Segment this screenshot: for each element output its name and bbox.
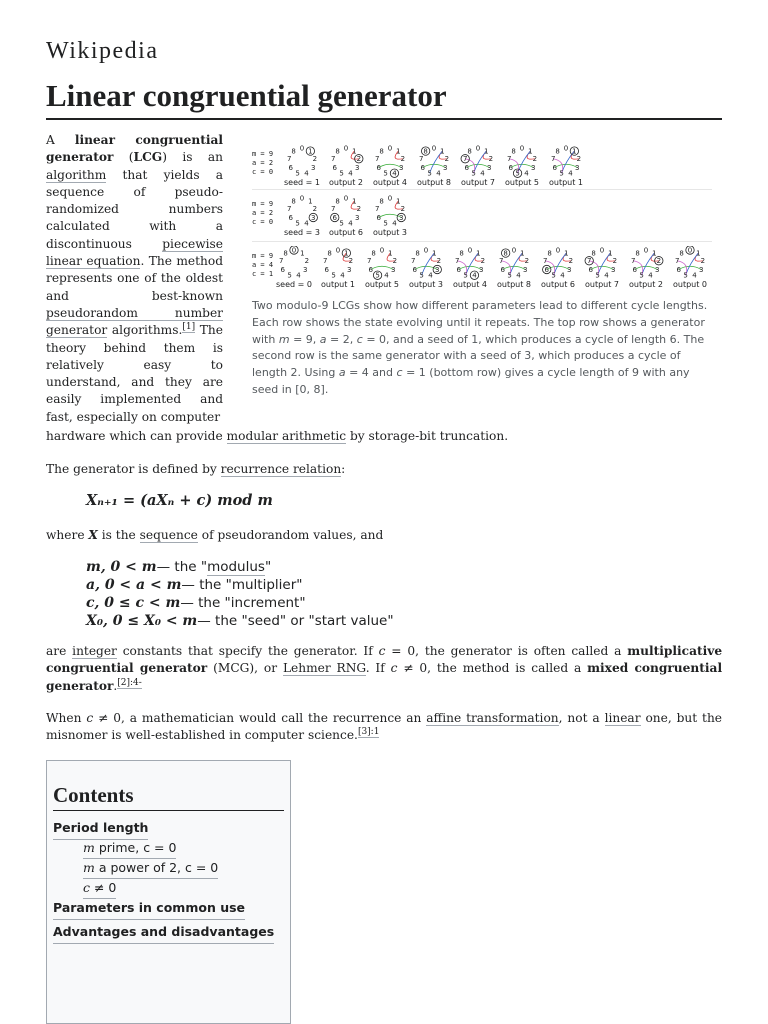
dial-number: 8 bbox=[459, 249, 464, 258]
lcg-state-cell bbox=[324, 144, 368, 187]
dial-number: 1 bbox=[572, 147, 577, 156]
dial-number: 3 bbox=[311, 214, 316, 222]
dial-number: 4 bbox=[392, 169, 397, 178]
lcg-state-cell bbox=[544, 144, 588, 187]
dial-number: 1 bbox=[528, 147, 533, 156]
state-label: output 2 bbox=[328, 178, 364, 187]
modular-dial bbox=[282, 144, 322, 178]
dial-number: 2 bbox=[356, 155, 362, 164]
state-label: output 6 bbox=[328, 228, 364, 237]
state-label: output 1 bbox=[548, 178, 584, 187]
link-recurrence-relation[interactable]: recurrence relation bbox=[220, 462, 342, 476]
dial-number: 0 bbox=[431, 144, 437, 153]
dial-number: 1 bbox=[440, 147, 445, 156]
lcg-state-cell bbox=[448, 246, 492, 289]
dial-number: 8 bbox=[511, 147, 516, 156]
row1-params: m = 9 a = 2 c = 0 bbox=[252, 150, 274, 176]
dial-number: 1 bbox=[352, 147, 357, 156]
dial-number: 5 bbox=[683, 271, 688, 280]
dial-number: 2 bbox=[348, 257, 354, 266]
dial-number: 8 bbox=[283, 249, 288, 258]
dial-number: 0 bbox=[343, 194, 349, 203]
dial-number: 8 bbox=[591, 249, 596, 258]
state-label: output 8 bbox=[416, 178, 452, 187]
dial-number: 2 bbox=[400, 155, 406, 164]
lcg-state-cell bbox=[316, 246, 360, 289]
transition-arrow bbox=[379, 164, 402, 167]
dial-number: 5 bbox=[339, 169, 344, 178]
row2-params: m = 9 a = 2 c = 0 bbox=[252, 200, 274, 226]
dial-number: 2 bbox=[400, 205, 406, 214]
dial-number: 7 bbox=[366, 257, 372, 266]
dial-number: 3 bbox=[399, 164, 404, 172]
dial-number: 3 bbox=[531, 164, 536, 172]
state-label: output 4 bbox=[372, 178, 408, 187]
lcg-state-cell bbox=[412, 144, 456, 187]
dial-number: 2 bbox=[612, 257, 618, 266]
dial-number: 1 bbox=[308, 147, 313, 156]
modular-dial bbox=[502, 144, 542, 178]
dial-number: 4 bbox=[436, 169, 441, 178]
dial-number: 6 bbox=[508, 164, 513, 172]
lcg-state-cell bbox=[324, 194, 368, 237]
dial-number: 4 bbox=[648, 271, 653, 280]
transition-arrow bbox=[467, 164, 490, 167]
dial-number: 5 bbox=[383, 219, 388, 228]
modular-dial bbox=[274, 246, 314, 280]
state-label: output 2 bbox=[628, 280, 664, 289]
lcg-state-cell bbox=[536, 246, 580, 289]
dial-number: 2 bbox=[576, 155, 582, 164]
definition-multiplier: a, 0 < a < m— the "multiplier" bbox=[86, 577, 303, 593]
citation-1[interactable]: [1] bbox=[182, 322, 196, 333]
modular-dial bbox=[370, 144, 410, 178]
dial-number: 6 bbox=[552, 164, 557, 172]
dial-number: 5 bbox=[287, 271, 292, 280]
dial-number: 6 bbox=[376, 164, 381, 172]
dial-number: 8 bbox=[503, 249, 508, 258]
toc-item-m-power-of-2[interactable]: m a power of 2, c = 0 bbox=[83, 858, 218, 879]
lcg-state-cell bbox=[280, 144, 324, 187]
dial-number: 7 bbox=[410, 257, 416, 266]
link-integer[interactable]: integer bbox=[72, 644, 117, 658]
dial-number: 0 bbox=[379, 246, 385, 255]
state-label: seed = 3 bbox=[284, 228, 320, 237]
affine-paragraph: When c ≠ 0, a mathematician would call the recurrence an affine transformation, not a linear one, but the misnomer is well-established in computer science.$^{[3]:1}$ bbox=[46, 711, 723, 743]
dial-number: 3 bbox=[443, 164, 448, 172]
dial-number: 5 bbox=[295, 169, 300, 178]
dial-number: 0 bbox=[343, 144, 349, 153]
definition-paragraph: The generator is defined by recurrence relation: bbox=[46, 462, 346, 476]
dial-number: 6 bbox=[420, 164, 425, 172]
where-paragraph: where X is the sequence of pseudorandom values, and bbox=[46, 528, 384, 542]
link-modulus[interactable]: modulus bbox=[207, 559, 265, 575]
dial-number: 2 bbox=[488, 155, 494, 164]
modular-dial bbox=[326, 194, 366, 228]
dial-number: 2 bbox=[524, 257, 530, 266]
state-label: output 0 bbox=[672, 280, 708, 289]
dial-number: 6 bbox=[368, 266, 373, 274]
dial-number: 1 bbox=[652, 249, 657, 258]
transition-arrow bbox=[459, 266, 482, 269]
lcg-state-cell bbox=[580, 246, 624, 289]
toc-item-advantages[interactable]: Advantages and disadvantages bbox=[53, 921, 274, 944]
dial-number: 2 bbox=[304, 257, 310, 266]
dial-number: 8 bbox=[291, 147, 296, 156]
link-prng[interactable]: pseudorandom number generator bbox=[46, 305, 223, 338]
dial-number: 0 bbox=[643, 246, 649, 255]
dial-number: 2 bbox=[436, 257, 442, 266]
table-of-contents bbox=[46, 760, 291, 1024]
dial-number: 0 bbox=[387, 144, 393, 153]
dial-number: 2 bbox=[568, 257, 574, 266]
dial-number: 7 bbox=[286, 155, 292, 164]
dial-number: 5 bbox=[331, 271, 336, 280]
lcg-state-cell bbox=[368, 144, 412, 187]
dial-number: 4 bbox=[348, 219, 353, 228]
row3-params: m = 9 a = 4 c = 1 bbox=[252, 252, 274, 278]
dial-number: 4 bbox=[348, 169, 353, 178]
transition-arrow bbox=[679, 266, 702, 269]
dial-number: 7 bbox=[418, 155, 424, 164]
dial-number: 6 bbox=[676, 266, 681, 274]
dial-number: 7 bbox=[586, 257, 592, 266]
state-label: output 1 bbox=[320, 280, 356, 289]
dial-number: 0 bbox=[423, 246, 429, 255]
dial-number: 0 bbox=[555, 246, 561, 255]
link-sequence[interactable]: sequence bbox=[139, 528, 198, 542]
link-modular-arithmetic[interactable]: modular arithmetic bbox=[226, 429, 347, 443]
dial-number: 8 bbox=[679, 249, 684, 258]
dial-number: 4 bbox=[296, 271, 301, 280]
dial-number: 4 bbox=[524, 169, 529, 178]
dial-number: 6 bbox=[544, 266, 549, 274]
dial-number: 4 bbox=[604, 271, 609, 280]
lcg-state-cell bbox=[280, 194, 324, 237]
dial-number: 5 bbox=[595, 271, 600, 280]
state-label: output 4 bbox=[452, 280, 488, 289]
lcg-state-cell bbox=[500, 144, 544, 187]
dial-number: 3 bbox=[479, 266, 484, 274]
dial-number: 0 bbox=[599, 246, 605, 255]
dial-number: 8 bbox=[635, 249, 640, 258]
modular-dial bbox=[370, 194, 410, 228]
dial-number: 1 bbox=[388, 249, 393, 258]
dial-number: 7 bbox=[630, 257, 636, 266]
dial-number: 3 bbox=[567, 266, 572, 274]
dial-number: 7 bbox=[286, 205, 292, 214]
modular-dial bbox=[458, 144, 498, 178]
modular-dial bbox=[362, 246, 402, 280]
dial-number: 2 bbox=[312, 205, 318, 214]
dial-number: 1 bbox=[476, 249, 481, 258]
lcg-state-cell bbox=[360, 246, 404, 289]
dial-number: 4 bbox=[692, 271, 697, 280]
dial-number: 0 bbox=[467, 246, 473, 255]
dial-number: 7 bbox=[374, 155, 380, 164]
dial-number: 8 bbox=[555, 147, 560, 156]
dial-number: 6 bbox=[500, 266, 505, 274]
state-label: output 6 bbox=[540, 280, 576, 289]
modular-dial bbox=[414, 144, 454, 178]
dial-number: 6 bbox=[332, 214, 337, 222]
link-piecewise-linear[interactable]: piecewise linear equation bbox=[46, 236, 223, 269]
dial-number: 2 bbox=[480, 257, 486, 266]
dial-number: 0 bbox=[291, 246, 297, 255]
dial-number: 8 bbox=[423, 147, 428, 156]
modular-dial bbox=[318, 246, 358, 280]
dial-number: 5 bbox=[551, 271, 556, 280]
dial-number: 1 bbox=[352, 197, 357, 206]
dial-number: 5 bbox=[339, 219, 344, 228]
dial-number: 8 bbox=[415, 249, 420, 258]
dial-number: 3 bbox=[355, 214, 360, 222]
dial-number: 4 bbox=[480, 169, 485, 178]
dial-number: 6 bbox=[588, 266, 593, 274]
dial-number: 4 bbox=[392, 219, 397, 228]
dial-number: 3 bbox=[355, 164, 360, 172]
dial-number: 6 bbox=[456, 266, 461, 274]
state-label: seed = 0 bbox=[276, 280, 312, 289]
integer-paragraph: are integer constants that specify the generator. If c = 0, the generator is often called a multiplicative congruential generator (MCG), or Lehmer RNG. If c ≠ 0, the method is called a mixed congruential generator.$^{[2]:4-}$ bbox=[46, 644, 723, 693]
dial-number: 1 bbox=[432, 249, 437, 258]
figure-row-3 bbox=[252, 242, 712, 292]
state-label: output 3 bbox=[372, 228, 408, 237]
state-label: output 5 bbox=[364, 280, 400, 289]
state-label: seed = 1 bbox=[284, 178, 320, 187]
citation-3[interactable]: [3]:1 bbox=[357, 727, 380, 738]
transition-arrow bbox=[371, 266, 394, 269]
dial-number: 7 bbox=[462, 155, 468, 164]
dial-number: 0 bbox=[563, 144, 569, 153]
dial-number: 5 bbox=[375, 271, 380, 280]
modular-dial bbox=[670, 246, 710, 280]
dial-number: 8 bbox=[335, 197, 340, 206]
dial-number: 5 bbox=[295, 219, 300, 228]
transition-arrow bbox=[635, 266, 658, 269]
modular-dial bbox=[494, 246, 534, 280]
transition-arrow bbox=[591, 266, 614, 269]
link-linear[interactable]: linear bbox=[604, 711, 641, 725]
dial-number: 3 bbox=[435, 266, 440, 274]
page-title: Linear congruential generator bbox=[46, 76, 722, 120]
transition-arrow bbox=[503, 266, 526, 269]
dial-number: 3 bbox=[575, 164, 580, 172]
dial-number: 3 bbox=[523, 266, 528, 274]
state-label: output 7 bbox=[460, 178, 496, 187]
lcg-state-cell bbox=[492, 246, 536, 289]
dial-number: 6 bbox=[288, 164, 293, 172]
dial-number: 6 bbox=[632, 266, 637, 274]
modular-dial bbox=[582, 246, 622, 280]
dial-number: 5 bbox=[463, 271, 468, 280]
modular-dial bbox=[626, 246, 666, 280]
dial-number: 0 bbox=[519, 144, 525, 153]
dial-number: 7 bbox=[506, 155, 512, 164]
definition-modulus: m, 0 < m— the "modulus" bbox=[86, 559, 272, 575]
dial-number: 7 bbox=[330, 155, 336, 164]
transition-arrow bbox=[423, 164, 446, 167]
figure-row-2 bbox=[252, 190, 712, 242]
dial-number: 1 bbox=[300, 249, 305, 258]
dial-number: 3 bbox=[655, 266, 660, 274]
dial-number: 7 bbox=[330, 205, 336, 214]
dial-number: 0 bbox=[511, 246, 517, 255]
dial-number: 3 bbox=[391, 266, 396, 274]
lcg-state-cell bbox=[404, 246, 448, 289]
dial-number: 2 bbox=[356, 205, 362, 214]
figure-row-1 bbox=[252, 140, 712, 190]
dial-number: 4 bbox=[304, 219, 309, 228]
toc-title: Contents bbox=[53, 783, 284, 811]
lead-continuation: hardware which can provide modular arithmetic by storage-bit truncation. bbox=[46, 429, 509, 443]
dial-number: 6 bbox=[332, 164, 337, 172]
transition-arrow bbox=[511, 164, 534, 167]
dial-number: 2 bbox=[532, 155, 538, 164]
dial-number: 5 bbox=[559, 169, 564, 178]
dial-number: 4 bbox=[304, 169, 309, 178]
toc-item-parameters[interactable]: Parameters in common use bbox=[53, 897, 245, 920]
dial-number: 6 bbox=[412, 266, 417, 274]
dial-number: 8 bbox=[379, 147, 384, 156]
lcg-state-cell bbox=[272, 246, 316, 289]
dial-number: 1 bbox=[564, 249, 569, 258]
dial-number: 3 bbox=[303, 266, 308, 274]
dial-number: 0 bbox=[687, 246, 693, 255]
dial-number: 3 bbox=[611, 266, 616, 274]
dial-number: 6 bbox=[324, 266, 329, 274]
lcg-state-cell bbox=[456, 144, 500, 187]
dial-number: 2 bbox=[392, 257, 398, 266]
dial-number: 3 bbox=[699, 266, 704, 274]
toc-item-period-length[interactable]: Period length bbox=[53, 817, 148, 840]
dial-number: 4 bbox=[384, 271, 389, 280]
dial-number: 6 bbox=[376, 214, 381, 222]
citation-2[interactable]: [2]:4- bbox=[117, 677, 142, 688]
recurrence-formula: Xₙ₊₁ = (aXₙ + c) mod m bbox=[86, 492, 273, 509]
dial-number: 8 bbox=[467, 147, 472, 156]
modular-dial bbox=[282, 194, 322, 228]
modular-dial bbox=[326, 144, 366, 178]
dial-number: 7 bbox=[542, 257, 548, 266]
dial-number: 0 bbox=[387, 194, 393, 203]
lead-paragraph: A linear congruential generator (LCG) is an algorithm that yields a sequence of pseudo-randomized numbers calculated with a discontinuous piecewise linear equation. The method represents one of the oldest and best-known pseudorandom number generator algorithms.[1] The theory behind them is relatively easy to understand, and they are easily implemented and fast, especially on computer bbox=[46, 133, 224, 424]
dial-number: 5 bbox=[427, 169, 432, 178]
state-label: output 3 bbox=[408, 280, 444, 289]
modular-dial bbox=[546, 144, 586, 178]
dial-number: 7 bbox=[374, 205, 380, 214]
dial-number: 8 bbox=[327, 249, 332, 258]
lcg-state-cell bbox=[368, 194, 412, 237]
dial-number: 1 bbox=[396, 197, 401, 206]
modular-dial bbox=[406, 246, 446, 280]
dial-number: 2 bbox=[700, 257, 706, 266]
dial-number: 5 bbox=[383, 169, 388, 178]
dial-number: 2 bbox=[656, 257, 662, 266]
link-algorithm[interactable]: algorithm bbox=[46, 167, 107, 182]
dial-number: 1 bbox=[484, 147, 489, 156]
dial-number: 5 bbox=[639, 271, 644, 280]
dial-number: 4 bbox=[340, 271, 345, 280]
lcg-figure bbox=[252, 140, 712, 399]
dial-number: 4 bbox=[560, 271, 565, 280]
dial-number: 5 bbox=[419, 271, 424, 280]
toc-item-c-nonzero[interactable]: c ≠ 0 bbox=[83, 878, 116, 899]
modular-dial bbox=[450, 246, 490, 280]
figure-caption: Two modulo-9 LCGs show how different parameters lead to different cycle lengths. Each row shows the state evolving until it repeats. The top row shows a generator with m = 9, a = 2, c = 0, and a seed of 1, which produces a cycle of length 6. The second row is the same generator with a seed of 3, which produces a cycle of length 2. Using a = 4 and c = 1 (bottom row) gives a cycle length of 9 with any seed in [0, 8]. bbox=[252, 299, 708, 396]
dial-number: 3 bbox=[311, 164, 316, 172]
dial-number: 8 bbox=[379, 197, 384, 206]
dial-number: 8 bbox=[291, 197, 296, 206]
parameter-definitions bbox=[86, 558, 394, 630]
definition-seed: X₀, 0 ≤ X₀ < m— the "seed" or "start value" bbox=[86, 613, 394, 629]
state-label: output 8 bbox=[496, 280, 532, 289]
dial-number: 6 bbox=[280, 266, 285, 274]
dial-number: 5 bbox=[507, 271, 512, 280]
dial-number: 8 bbox=[547, 249, 552, 258]
dial-number: 2 bbox=[444, 155, 450, 164]
dial-number: 4 bbox=[428, 271, 433, 280]
dial-number: 5 bbox=[471, 169, 476, 178]
link-lehmer-rng[interactable]: Lehmer RNG bbox=[282, 661, 366, 676]
dial-number: 8 bbox=[335, 147, 340, 156]
transition-arrow bbox=[555, 164, 578, 167]
dial-number: 1 bbox=[520, 249, 525, 258]
dial-number: 7 bbox=[498, 257, 504, 266]
dial-number: 4 bbox=[472, 271, 477, 280]
dial-number: 4 bbox=[516, 271, 521, 280]
definition-increment: c, 0 ≤ c < m— the "increment" bbox=[86, 595, 306, 611]
dial-number: 4 bbox=[568, 169, 573, 178]
link-affine-transformation[interactable]: affine transformation bbox=[426, 711, 559, 725]
dial-number: 3 bbox=[487, 164, 492, 172]
dial-number: 5 bbox=[515, 169, 520, 178]
dial-number: 7 bbox=[278, 257, 284, 266]
dial-number: 3 bbox=[399, 214, 404, 222]
state-label: output 5 bbox=[504, 178, 540, 187]
lcg-state-cell bbox=[668, 246, 712, 289]
dial-number: 7 bbox=[674, 257, 680, 266]
dial-number: 2 bbox=[312, 155, 318, 164]
dial-number: 1 bbox=[308, 197, 313, 206]
modular-dial bbox=[538, 246, 578, 280]
dial-number: 8 bbox=[371, 249, 376, 258]
dial-number: 7 bbox=[550, 155, 556, 164]
dial-number: 7 bbox=[322, 257, 328, 266]
dial-number: 6 bbox=[288, 214, 293, 222]
dial-number: 1 bbox=[696, 249, 701, 258]
dial-number: 1 bbox=[608, 249, 613, 258]
dial-number: 6 bbox=[464, 164, 469, 172]
dial-number: 0 bbox=[475, 144, 481, 153]
dial-number: 0 bbox=[299, 144, 305, 153]
dial-number: 0 bbox=[299, 194, 305, 203]
dial-number: 3 bbox=[347, 266, 352, 274]
wikipedia-logo[interactable]: Wikipedia bbox=[46, 38, 159, 64]
dial-number: 0 bbox=[335, 246, 341, 255]
dial-number: 1 bbox=[396, 147, 401, 156]
state-label: output 7 bbox=[584, 280, 620, 289]
dial-number: 1 bbox=[344, 249, 349, 258]
toc-item-m-prime[interactable]: m prime, c = 0 bbox=[83, 838, 176, 859]
dial-number: 7 bbox=[454, 257, 460, 266]
lcg-state-cell bbox=[624, 246, 668, 289]
